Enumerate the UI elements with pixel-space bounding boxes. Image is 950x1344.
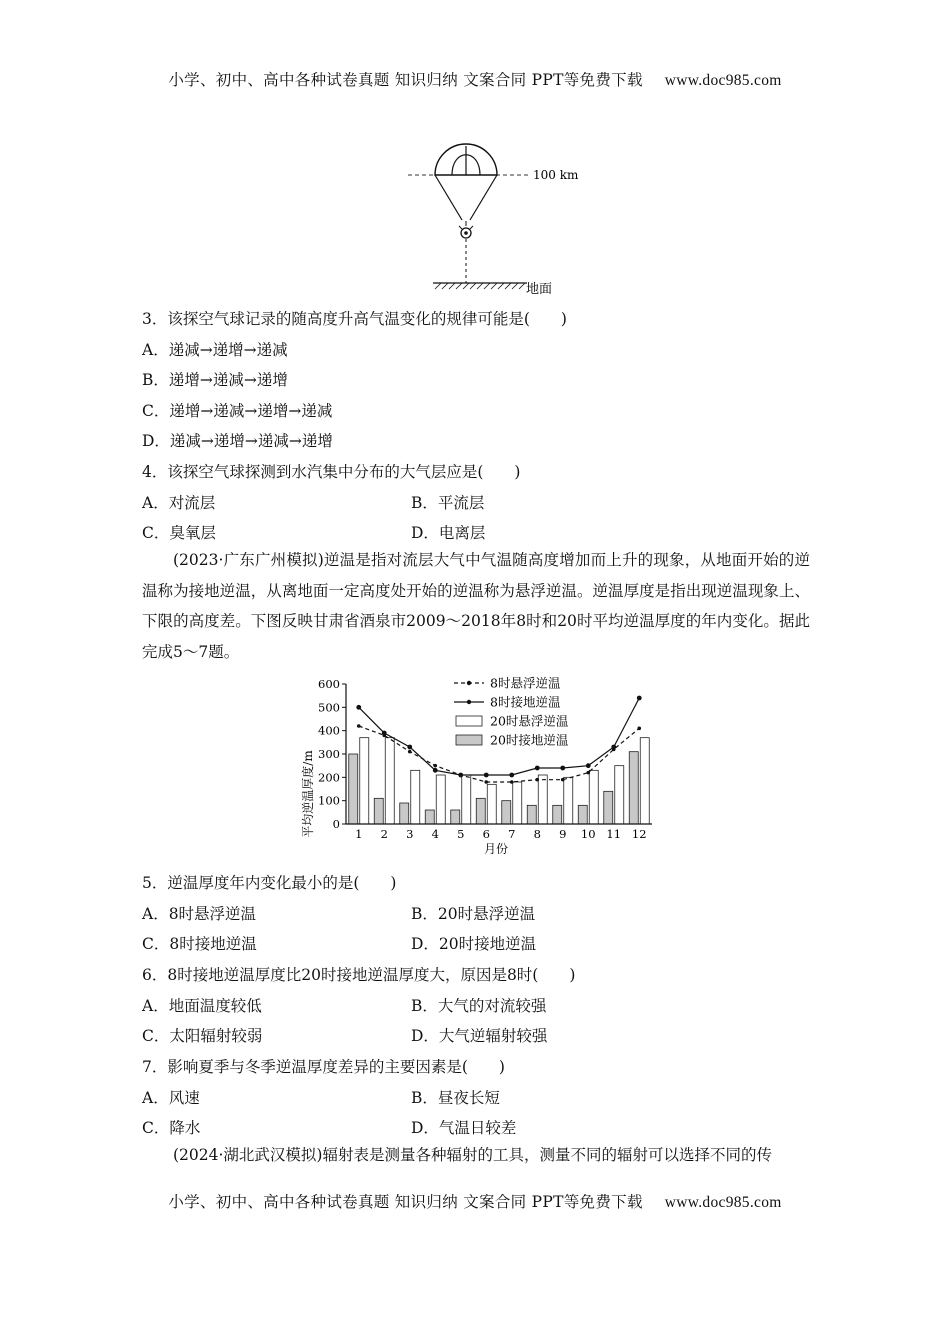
header-url[interactable]: www.doc985.com xyxy=(664,72,782,89)
bar-20h-elevated xyxy=(564,777,573,824)
x-tick-label: 10 xyxy=(580,827,596,841)
point-8h-elevated xyxy=(433,764,437,768)
point-8h-ground xyxy=(560,766,565,771)
suspension-line-left xyxy=(435,175,462,220)
point-8h-ground xyxy=(407,745,412,750)
q5-option-b[interactable]: B．20时悬浮逆温 xyxy=(411,905,536,923)
legend-label: 20时接地逆温 xyxy=(490,732,569,748)
x-tick-label: 2 xyxy=(380,827,388,841)
page-footer xyxy=(0,1190,950,1212)
y-tick-label: 400 xyxy=(318,723,340,738)
bar-20h-elevated xyxy=(462,775,471,824)
x-tick-label: 11 xyxy=(606,827,622,841)
inversion-thickness-chart xyxy=(296,670,666,865)
q7-option-c[interactable]: C．降水 xyxy=(142,1119,201,1137)
y-tick-label: 600 xyxy=(318,677,340,691)
point-8h-elevated xyxy=(357,724,361,728)
q4-option-d[interactable]: D．电离层 xyxy=(411,524,486,542)
q3-stem: 3．该探空气球记录的随高度升高气温变化的规律可能是( ) xyxy=(142,310,567,328)
q5-option-d[interactable]: D．20时接地逆温 xyxy=(411,935,537,953)
bar-20h-ground xyxy=(553,805,562,824)
q7-stem: 7．影响夏季与冬季逆温厚度差异的主要因素是( ) xyxy=(142,1058,505,1076)
point-8h-ground xyxy=(458,773,463,778)
suspension-line-right xyxy=(470,175,497,220)
q4-stem: 4．该探空气球探测到水汽集中分布的大气层应是( ) xyxy=(142,463,521,481)
chart-xlabel: 月份 xyxy=(483,842,509,856)
bar-20h-elevated xyxy=(411,770,420,824)
x-tick-label: 7 xyxy=(508,827,516,841)
point-8h-elevated xyxy=(561,778,565,782)
q3-option-c[interactable]: C．递增→递减→递增→递减 xyxy=(142,402,333,420)
bar-20h-ground xyxy=(451,810,460,824)
passage-inversion xyxy=(142,545,810,667)
point-8h-elevated xyxy=(408,750,412,754)
q5-option-c[interactable]: C．8时接地逆温 xyxy=(142,935,257,953)
point-8h-ground xyxy=(586,763,591,768)
x-tick-label: 6 xyxy=(482,827,490,841)
sensor-dot xyxy=(464,231,468,235)
q7-option-b[interactable]: B．昼夜长短 xyxy=(411,1089,500,1107)
point-8h-ground xyxy=(611,745,616,750)
point-8h-ground xyxy=(382,731,387,736)
x-tick-label: 12 xyxy=(631,827,647,841)
header-text: 小学、初中、高中各种试卷真题 知识归纳 文案合同 PPT等免费下载 xyxy=(168,71,643,89)
passage-radiometer xyxy=(142,1140,810,1171)
q3-option-b[interactable]: B．递增→递减→递增 xyxy=(142,371,288,389)
bar-20h-elevated xyxy=(640,738,649,824)
height-label: 100 km xyxy=(533,168,579,182)
point-8h-ground xyxy=(637,696,642,701)
point-8h-ground xyxy=(356,705,361,710)
chart-ylabel: 平均逆温厚度/m xyxy=(301,750,315,838)
legend-swatch xyxy=(456,716,482,726)
page-header xyxy=(0,68,950,90)
bar-20h-ground xyxy=(604,791,613,824)
point-8h-ground xyxy=(484,773,489,778)
point-8h-elevated xyxy=(637,727,641,731)
legend-label: 8时悬浮逆温 xyxy=(490,675,561,691)
point-8h-elevated xyxy=(510,780,514,784)
q4-option-c[interactable]: C．臭氧层 xyxy=(142,524,216,542)
q7-option-d[interactable]: D．气温日较差 xyxy=(411,1119,517,1137)
x-tick-label: 4 xyxy=(431,827,439,841)
passage-radiometer-text: (2024·湖北武汉模拟)辐射表是测量各种辐射的工具，测量不同的辐射可以选择不同的传 xyxy=(173,1146,772,1164)
q5-stem: 5．逆温厚度年内变化最小的是( ) xyxy=(142,874,397,892)
legend-label: 8时接地逆温 xyxy=(490,694,561,710)
q6-stem: 6．8时接地逆温厚度比20时接地逆温厚度大，原因是8时( ) xyxy=(142,966,576,984)
q6-option-d[interactable]: D．大气逆辐射较强 xyxy=(411,1027,548,1045)
bar-20h-elevated xyxy=(436,775,445,824)
q6-option-a[interactable]: A．地面温度较低 xyxy=(142,997,262,1015)
q4-option-b[interactable]: B．平流层 xyxy=(411,494,485,512)
bar-20h-ground xyxy=(425,810,434,824)
x-tick-label: 9 xyxy=(559,827,567,841)
y-tick-label: 0 xyxy=(332,817,340,831)
bar-20h-elevated xyxy=(360,738,369,824)
bar-20h-ground xyxy=(349,754,358,824)
point-8h-elevated xyxy=(484,780,488,784)
bar-20h-ground xyxy=(578,805,587,824)
footer-url[interactable]: www.doc985.com xyxy=(664,1194,782,1211)
y-tick-label: 500 xyxy=(318,700,340,715)
bar-20h-ground xyxy=(374,798,383,824)
q5-option-a[interactable]: A．8时悬浮逆温 xyxy=(142,905,257,923)
bar-20h-elevated xyxy=(385,738,394,824)
point-8h-ground xyxy=(433,768,438,773)
balloon-diagram xyxy=(400,138,600,298)
bar-20h-elevated xyxy=(487,784,496,824)
q6-option-c[interactable]: C．太阳辐射较弱 xyxy=(142,1027,263,1045)
footer-text: 小学、初中、高中各种试卷真题 知识归纳 文案合同 PPT等免费下载 xyxy=(168,1193,643,1211)
legend-marker xyxy=(467,681,471,685)
point-8h-ground xyxy=(535,766,540,771)
x-tick-label: 3 xyxy=(406,827,414,841)
ray-3 xyxy=(470,226,473,229)
passage-inversion-text: (2023·广东广州模拟)逆温是指对流层大气中气温随高度增加而上升的现象，从地面开始的逆温称为接地逆温，从离地面一定高度处开始的逆温称为悬浮逆温。逆温厚度是指出现逆温现象上、下限的高度差。下图反映甘肃省酒泉市2009～2018年8时和20时平均逆温厚度的年内变化。据此完成5～7题。 xyxy=(142,551,810,661)
x-tick-label: 5 xyxy=(457,827,465,841)
bar-20h-ground xyxy=(400,803,409,824)
y-tick-label: 200 xyxy=(318,770,340,785)
bar-20h-ground xyxy=(527,805,536,824)
y-tick-label: 100 xyxy=(318,793,340,808)
q6-option-b[interactable]: B．大气的对流较强 xyxy=(411,997,547,1015)
bar-20h-elevated xyxy=(589,770,598,824)
y-tick-label: 300 xyxy=(318,747,340,761)
bar-20h-elevated xyxy=(513,782,522,824)
bar-20h-ground xyxy=(502,801,511,824)
ray-2 xyxy=(459,226,462,229)
x-tick-label: 1 xyxy=(355,827,363,841)
q3-option-a[interactable]: A．递减→递增→递减 xyxy=(142,341,288,359)
point-8h-ground xyxy=(509,773,514,778)
bar-20h-elevated xyxy=(538,775,547,824)
bar-20h-ground xyxy=(476,798,485,824)
ground-hatching xyxy=(435,283,525,289)
q3-option-d[interactable]: D．递减→递增→递减→递增 xyxy=(142,432,333,450)
legend-label: 20时悬浮逆温 xyxy=(490,713,569,729)
point-8h-elevated xyxy=(535,778,539,782)
ground-label: 地面 xyxy=(526,282,553,297)
q7-option-a[interactable]: A．风速 xyxy=(142,1089,200,1107)
legend-swatch xyxy=(456,735,482,745)
q4-option-a[interactable]: A．对流层 xyxy=(142,494,216,512)
bar-20h-ground xyxy=(629,752,638,824)
bar-20h-elevated xyxy=(615,766,624,824)
point-8h-elevated xyxy=(586,771,590,775)
x-tick-label: 8 xyxy=(533,827,541,841)
legend-marker xyxy=(467,700,471,704)
